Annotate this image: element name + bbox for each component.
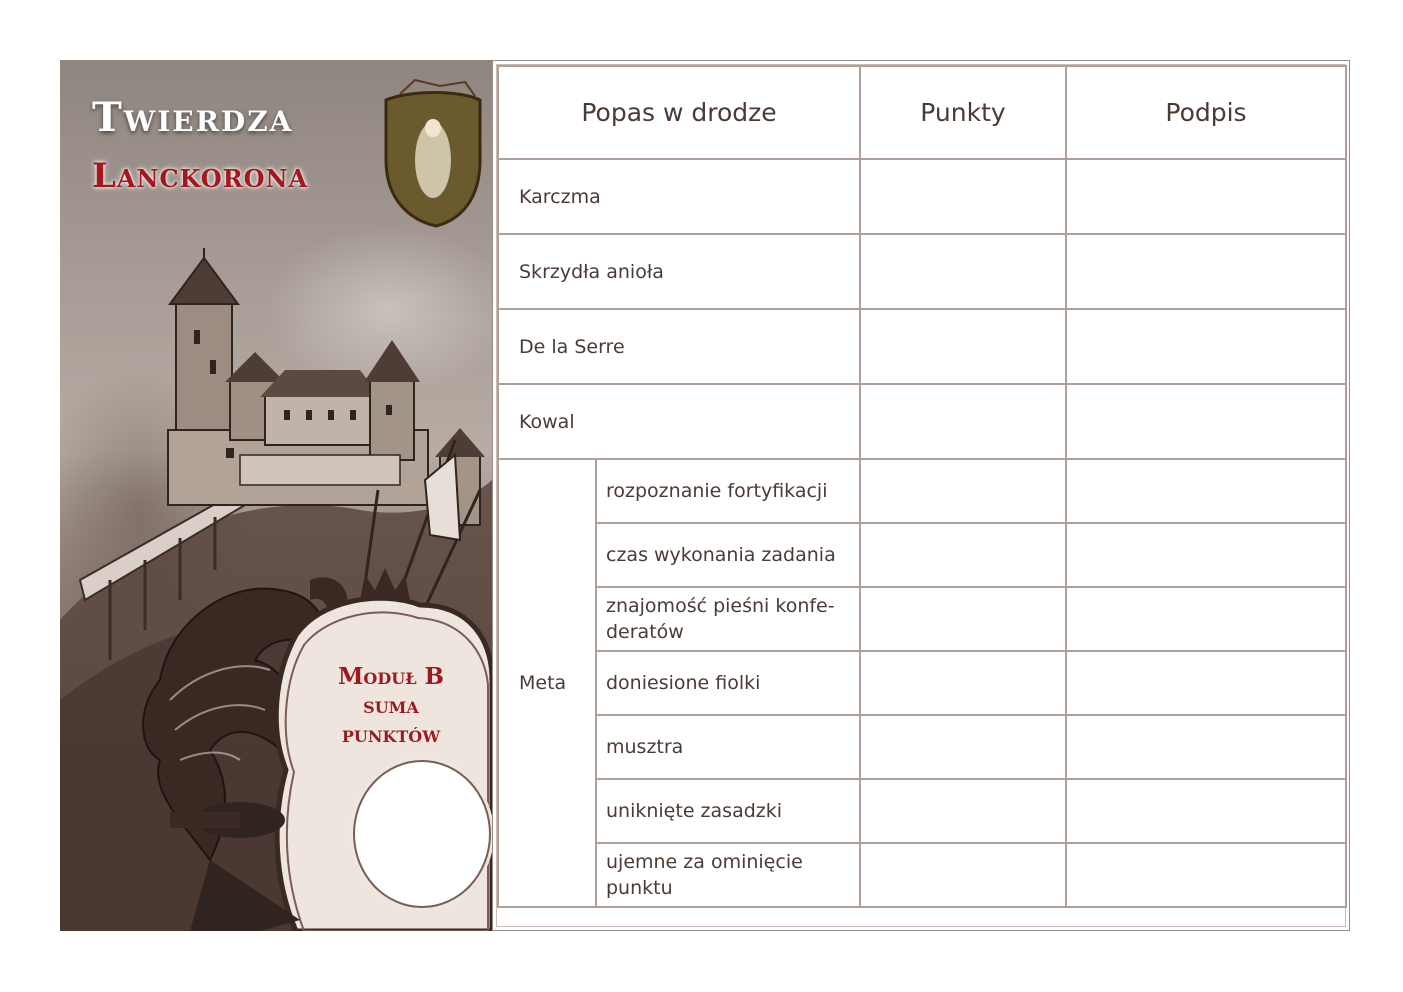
signature-cell[interactable] [1066,587,1346,651]
points-cell[interactable] [860,715,1066,779]
sum-label: suma [363,692,419,719]
score-table [497,65,1347,908]
header-points: Punkty [860,66,1066,159]
header-signature: Podpis [1066,66,1346,159]
stop-name: De la Serre [498,309,860,384]
points-cell[interactable] [860,587,1066,651]
points-cell[interactable] [860,651,1066,715]
points-cell[interactable] [860,523,1066,587]
table-row [498,459,1346,523]
points-label: punktów [341,721,441,748]
signature-cell[interactable] [1066,715,1346,779]
cover-panel [60,60,492,931]
points-cell[interactable] [860,159,1066,234]
table-row [498,587,1346,651]
table-row [498,234,1346,309]
meta-item: czas wykonania zadania [596,523,860,587]
signature-cell[interactable] [1066,384,1346,459]
meta-item: znajomość pieśni konfe-deratów [596,587,860,651]
table-row [498,779,1346,843]
table-row [498,715,1346,779]
table-row [498,523,1346,587]
stop-name: Skrzydła anioła [498,234,860,309]
points-cell[interactable] [860,234,1066,309]
score-sheet [492,60,1350,931]
meta-item: rozpoznanie fortyfikacji [596,459,860,523]
meta-item: doniesione fiolki [596,651,860,715]
meta-item: uniknięte zasadzki [596,779,860,843]
signature-cell[interactable] [1066,459,1346,523]
panel-title: Twierdza [92,94,294,141]
points-cell[interactable] [860,309,1066,384]
table-row [498,384,1346,459]
signature-cell[interactable] [1066,309,1346,384]
points-cell[interactable] [860,384,1066,459]
points-cell[interactable] [860,459,1066,523]
signature-cell[interactable] [1066,159,1346,234]
table-row [498,651,1346,715]
meta-item: musztra [596,715,860,779]
table-row [498,309,1346,384]
panel-subtitle: Lanckorona [92,156,309,196]
table-row [498,159,1346,234]
signature-cell[interactable] [1066,234,1346,309]
signature-cell[interactable] [1066,843,1346,907]
points-cell[interactable] [860,779,1066,843]
header-stop: Popas w drodze [498,66,860,159]
stop-name: Karczma [498,159,860,234]
stop-name: Kowal [498,384,860,459]
total-score-field[interactable] [353,760,491,908]
meta-label: Meta [498,459,596,907]
signature-cell[interactable] [1066,779,1346,843]
module-label: Moduł B [337,663,445,690]
table-row [498,843,1346,907]
signature-cell[interactable] [1066,523,1346,587]
points-cell[interactable] [860,843,1066,907]
meta-item: ujemne za ominięcie punktu [596,843,860,907]
signature-cell[interactable] [1066,651,1346,715]
